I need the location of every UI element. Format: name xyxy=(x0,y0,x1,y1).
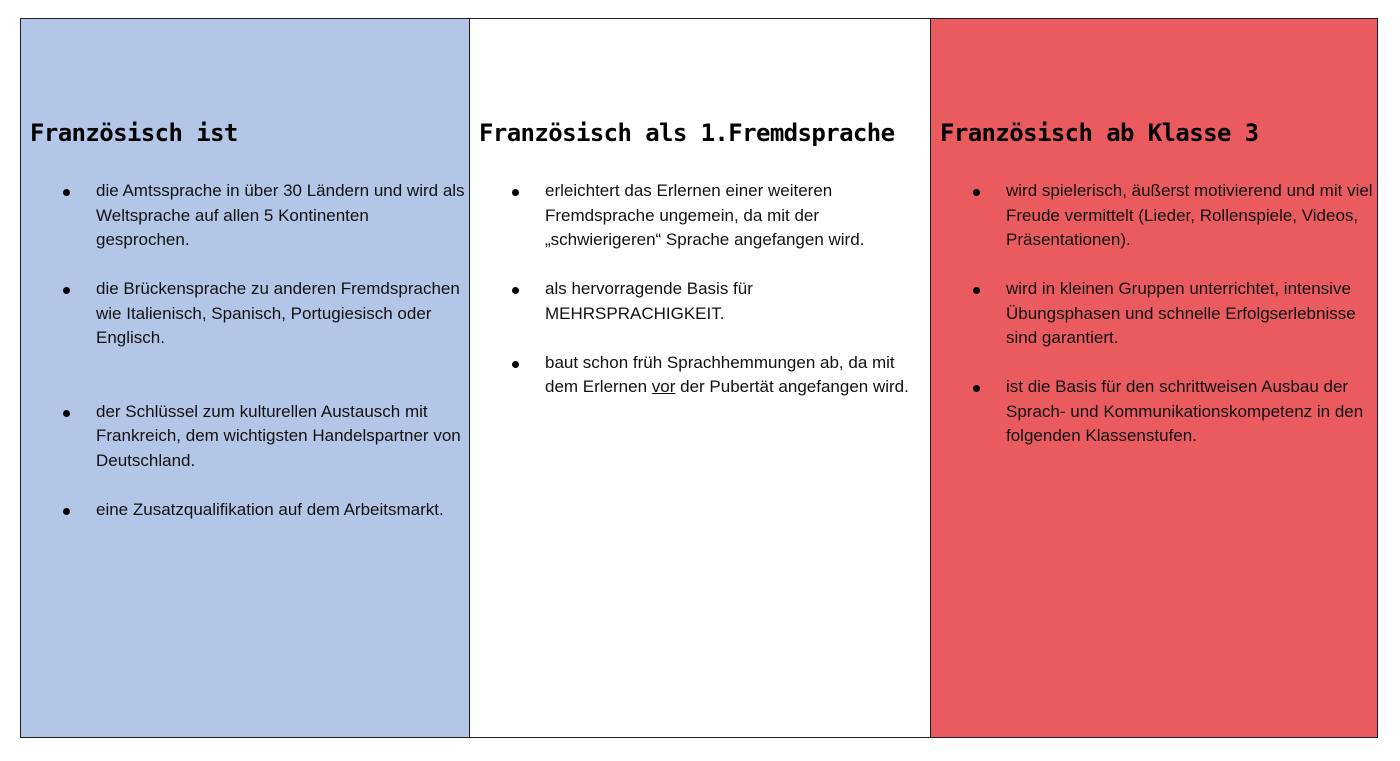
bullet-text: ist die Basis für den schrittweisen Ausbau der Sprach- und Kommunikationskompetenz in den folgenden Klassenstufen. xyxy=(1006,377,1364,445)
bullet-text: die Amtssprache in über 30 Ländern und wird als Weltsprache auf allen 5 Kontinenten gesprochen. xyxy=(96,181,465,249)
column-ab-klasse-3 xyxy=(931,19,1377,737)
bullet-text: wird in kleinen Gruppen unterrichtet, intensive Übungsphasen und schnelle Erfolgserlebnisse sind garantiert. xyxy=(1006,279,1356,347)
column-franzoesisch-ist xyxy=(21,19,470,737)
bullet-dot-icon xyxy=(63,287,70,294)
bullet-item xyxy=(940,375,1373,449)
bullet-text: der Schlüssel zum kulturellen Austausch mit Frankreich, dem wichtigsten Handelspartner von Deutschland. xyxy=(96,401,461,470)
bullet-text: als hervorragende Basis für MEHRSPRACHIGKEIT. xyxy=(545,279,753,323)
bullet-dot-icon xyxy=(63,410,70,417)
column-title: Französisch als 1.Fremdsprache xyxy=(479,119,895,147)
bullet-text: wird spielerisch, äußerst motivierend und mit viel Freude vermittelt (Lieder, Rollenspiele, Videos, Präsentationen). xyxy=(1006,181,1373,249)
bullet-item xyxy=(479,351,926,400)
bullet-text-before: baut schon früh Sprachhemmungen ab, da mit dem Erlernen xyxy=(545,352,895,396)
bullet-text: eine Zusatzqualifikation auf dem Arbeitsmarkt. xyxy=(96,499,444,519)
bullet-dot-icon xyxy=(973,385,980,392)
bullet-list xyxy=(479,179,926,400)
bullet-item xyxy=(30,277,465,351)
bullet-dot-icon xyxy=(973,287,980,294)
column-erste-fremdsprache xyxy=(470,19,931,737)
bullet-item xyxy=(479,179,926,253)
bullet-dot-icon xyxy=(512,287,519,294)
bullet-text xyxy=(545,353,909,397)
underlined-word: vor xyxy=(651,377,676,396)
bullet-dot-icon xyxy=(512,189,519,196)
bullet-item xyxy=(30,179,465,253)
bullet-list xyxy=(30,179,465,522)
column-title: Französisch ist xyxy=(30,119,238,147)
bullet-text-after: der Pubertät angefangen wird. xyxy=(675,377,909,396)
bullet-dot-icon xyxy=(512,361,519,368)
bullet-item xyxy=(479,277,926,326)
column-title: Französisch ab Klasse 3 xyxy=(940,119,1259,147)
bullet-dot-icon xyxy=(63,189,70,196)
bullet-text: die Brückensprache zu anderen Fremdsprachen wie Italienisch, Spanisch, Portugiesisch oder Englisch. xyxy=(96,279,460,347)
bullet-dot-icon xyxy=(63,508,70,515)
bullet-list xyxy=(940,179,1373,449)
bullet-item xyxy=(940,179,1373,253)
tricolor-info-table xyxy=(20,18,1378,738)
bullet-text: erleichtert das Erlernen einer weiteren Fremdsprache ungemein, da mit der „schwierigeren“ Sprache angefangen wird. xyxy=(545,181,865,249)
bullet-dot-icon xyxy=(973,189,980,196)
bullet-item xyxy=(940,277,1373,351)
bullet-item xyxy=(30,498,465,523)
bullet-item xyxy=(30,400,465,474)
